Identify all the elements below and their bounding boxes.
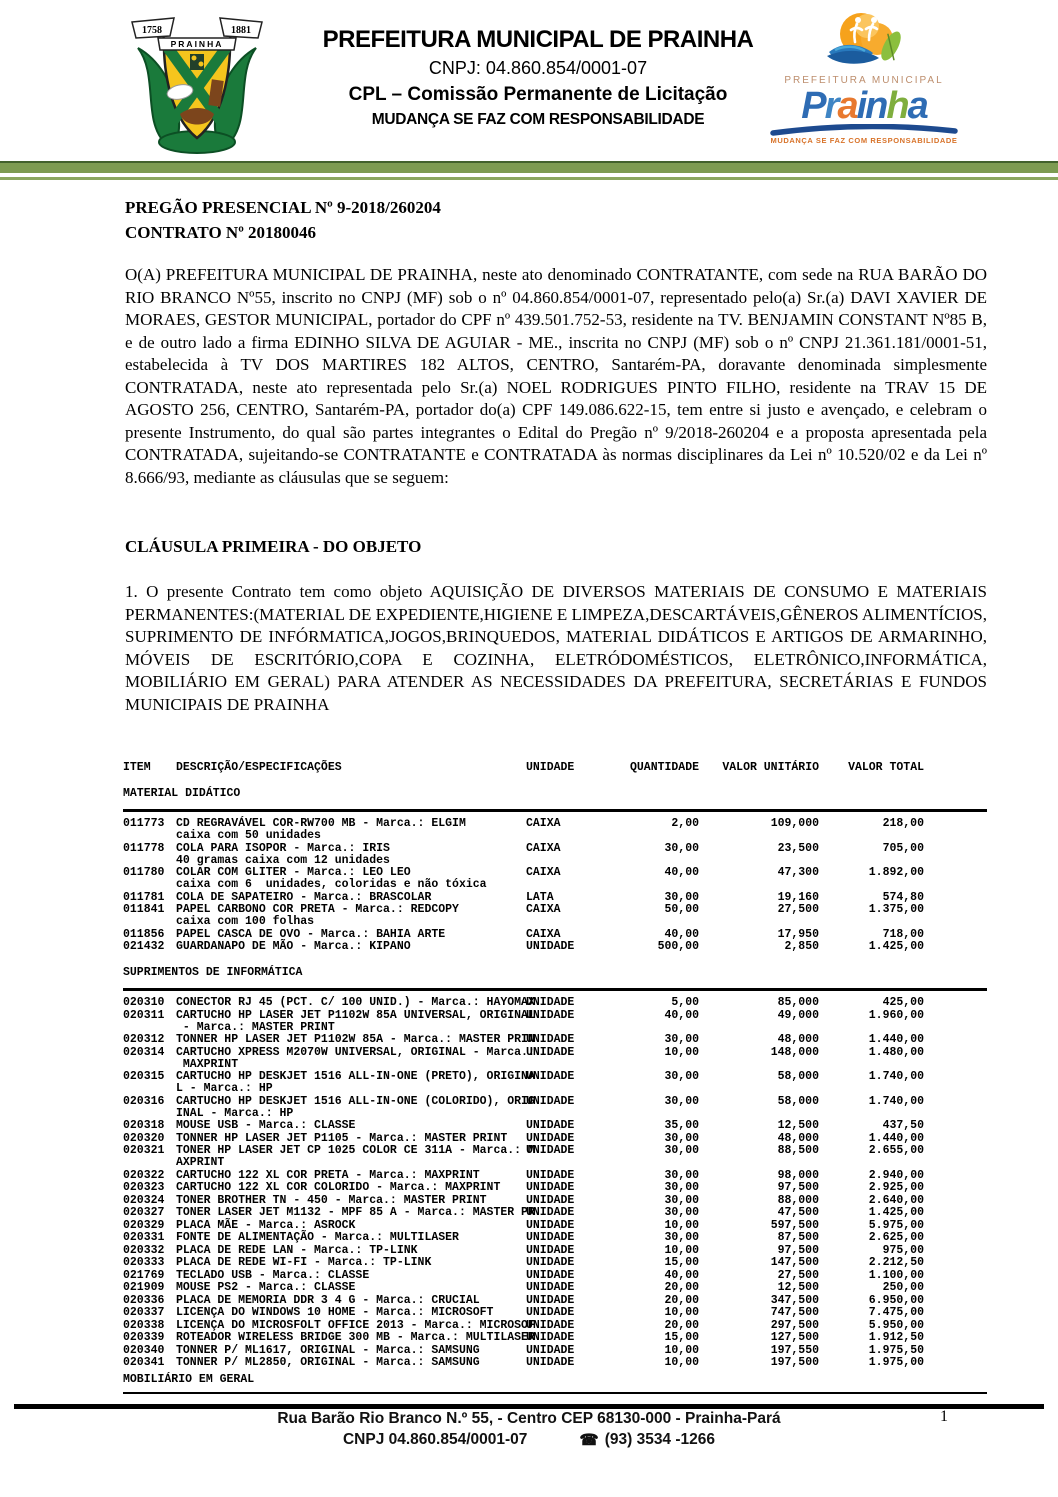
cell-desc: PLACA DE MEMORIA DDR 3 4 G - Marca.: CRUCIAL <box>176 1293 480 1307</box>
contract-number: CONTRATO Nº 20180046 <box>125 223 317 242</box>
cell-qtd: 2,00 <box>671 817 699 830</box>
cell-total: 1.740,00 <box>868 1094 924 1108</box>
cell-item: 011780 <box>123 866 165 879</box>
cell-unid: UNIDADE <box>526 940 575 953</box>
footer-contact <box>123 1431 935 1450</box>
cell-total: 425,00 <box>882 996 924 1009</box>
cell-qtd: 15,00 <box>664 1256 699 1269</box>
cell-unid: CAIXA <box>526 841 561 855</box>
table-row <box>123 1307 987 1319</box>
cell-desc: MOUSE PS2 - Marca.: CLASSE <box>176 1281 356 1294</box>
logo-motto: MUDANÇA SE FAZ COM RESPONSABILIDADE <box>770 136 958 145</box>
cell-unid: LATA <box>526 890 554 904</box>
cell-desc: PAPEL CASCA DE OVO - Marca.: BAHIA ARTE <box>176 927 446 941</box>
cell-item: 011773 <box>123 817 165 830</box>
cell-unit: 148,000 <box>770 1045 819 1059</box>
table-row <box>123 941 987 953</box>
cell-unit: 87,500 <box>777 1231 819 1244</box>
cell-item: 020331 <box>123 1231 165 1244</box>
cell-total: 2.625,00 <box>868 1231 924 1244</box>
cell-unid: CAIXA <box>526 817 561 830</box>
cell-item: 020316 <box>123 1094 165 1108</box>
cell-item: 020310 <box>123 996 165 1009</box>
cell-total: 1.975,50 <box>868 1343 924 1357</box>
cell-qtd: 30,00 <box>664 1144 699 1157</box>
cell-item: 020333 <box>123 1256 165 1269</box>
cell-unid: UNIDADE <box>526 1268 575 1282</box>
cell-total: 250,00 <box>882 1281 924 1294</box>
cell-desc: CARTUCHO HP DESKJET 1516 ALL-IN-ONE (COLORIDO), ORIG INAL - Marca.: HP <box>176 1094 535 1120</box>
prainha-logo <box>765 8 963 145</box>
municipal-crest <box>128 14 266 158</box>
cell-unit: 47,300 <box>777 866 819 879</box>
logo-letter: r <box>824 85 838 127</box>
table-row <box>123 1207 987 1219</box>
cell-unid: UNIDADE <box>526 1045 575 1059</box>
cell-unit: 17,950 <box>777 927 819 941</box>
cell-qtd: 500,00 <box>657 940 699 953</box>
cell-qtd: 10,00 <box>664 1306 699 1319</box>
cell-unid: UNIDADE <box>526 1193 575 1207</box>
crest-banner-text: PRAINHA <box>170 39 224 49</box>
cell-item: ITEM <box>123 761 151 774</box>
cell-desc: LICENÇA DO MICROSFOLT OFFICE 2013 - Marca.: MICROSOF <box>176 1318 535 1332</box>
cell-qtd: 15,00 <box>664 1331 699 1344</box>
cell-unid: UNIDADE <box>526 1306 575 1319</box>
cell-qtd: 30,00 <box>664 1033 699 1046</box>
cell-total: 718,00 <box>882 927 924 941</box>
pregao-number: PREGÃO PRESENCIAL Nº 9-2018/260204 <box>125 198 441 217</box>
org-cpl: CPL – Comissão Permanente de Licitação <box>348 84 728 105</box>
table-row <box>123 1282 987 1294</box>
cell-total: 2.940,00 <box>868 1168 924 1182</box>
cell-total: 2.640,00 <box>868 1193 924 1207</box>
table-row <box>123 1133 987 1145</box>
cell-desc: TONNER HP LASER JET P1102W 85A - Marca.: MASTER PRIN <box>176 1033 535 1046</box>
cell-qtd: 30,00 <box>664 890 699 904</box>
section-rule <box>123 809 987 812</box>
cell-qtd: 40,00 <box>664 1008 699 1022</box>
cell-item: 020339 <box>123 1331 165 1344</box>
cell-item: 020327 <box>123 1206 165 1219</box>
logo-letter: a <box>907 85 927 127</box>
cell-total: 2.655,00 <box>868 1144 924 1157</box>
cell-qtd: QUANTIDADE <box>629 761 699 774</box>
table-header-row <box>123 762 987 774</box>
cell-desc: TONNER P/ ML2850, ORIGINAL - Marca.: SAMSUNG <box>176 1356 480 1369</box>
cell-desc: PLACA MÃE - Marca.: ASROCK <box>176 1218 356 1232</box>
cell-qtd: 30,00 <box>664 1131 699 1145</box>
cell-qtd: 20,00 <box>664 1281 699 1294</box>
table-row <box>123 1096 987 1120</box>
cell-total: 437,50 <box>882 1119 924 1132</box>
cell-total: 5.975,00 <box>868 1218 924 1232</box>
table-row <box>123 1071 987 1095</box>
cell-qtd: 30,00 <box>664 1094 699 1108</box>
logo-letter: n <box>865 85 887 127</box>
cell-desc: PLACA DE REDE LAN - Marca.: TP-LINK <box>176 1243 418 1257</box>
cell-unid: UNIDADE <box>526 1070 575 1083</box>
cell-unit: 48,000 <box>777 1033 819 1046</box>
cell-item: 020312 <box>123 1033 165 1046</box>
cell-desc: CARTUCHO HP LASER JET P1102W 85A UNIVERSAL, ORIGINAL - Marca.: MASTER PRINT <box>176 1008 535 1034</box>
cell-item: 011781 <box>123 890 165 904</box>
cell-qtd: 10,00 <box>664 1045 699 1059</box>
cell-qtd: 30,00 <box>664 841 699 855</box>
cell-unit: 97,500 <box>777 1181 819 1194</box>
cell-item: 020341 <box>123 1356 165 1369</box>
cell-total: 1.425,00 <box>868 1206 924 1219</box>
section-rule <box>123 1392 987 1394</box>
cell-qtd: 40,00 <box>664 866 699 879</box>
cell-unid: CAIXA <box>526 903 561 916</box>
cell-unid: UNIDADE <box>526 1281 575 1294</box>
cell-unid: UNIDADE <box>526 996 575 1009</box>
cell-qtd: 30,00 <box>664 1070 699 1083</box>
cell-unit: 597,500 <box>770 1218 819 1232</box>
cell-unit: 197,550 <box>770 1343 819 1357</box>
table-row <box>123 1220 987 1232</box>
table-row <box>123 1232 987 1244</box>
table-row <box>123 1170 987 1182</box>
letterhead <box>268 26 808 129</box>
flag-left-year: 1758 <box>142 25 162 36</box>
cell-total: 705,00 <box>882 841 924 855</box>
cell-desc: COLA DE SAPATEIRO - Marca.: BRASCOLAR <box>176 890 432 904</box>
cell-total: VALOR TOTAL <box>848 761 924 774</box>
table-row <box>123 1182 987 1194</box>
cell-qtd: 30,00 <box>664 1231 699 1244</box>
table-row <box>123 929 987 941</box>
cell-unit: 88,500 <box>777 1144 819 1157</box>
cell-qtd: 20,00 <box>664 1318 699 1332</box>
cell-item: 020315 <box>123 1070 165 1083</box>
cell-qtd: 10,00 <box>664 1356 699 1369</box>
page-number: 1 <box>940 1408 948 1425</box>
table-row <box>123 1120 987 1132</box>
cell-unid: UNIDADE <box>526 1131 575 1145</box>
cell-unid: UNIDADE <box>526 1206 575 1219</box>
cell-total: 1.440,00 <box>868 1131 924 1145</box>
cell-unit: 23,500 <box>777 841 819 855</box>
cell-desc: TONER BROTHER TN - 450 - Marca.: MASTER PRINT <box>176 1193 487 1207</box>
cell-unit: 297,500 <box>770 1318 819 1332</box>
cell-unit: 347,500 <box>770 1293 819 1307</box>
cell-unit: 12,500 <box>777 1281 819 1294</box>
cell-item: 020322 <box>123 1168 165 1182</box>
table-row <box>123 997 987 1009</box>
section-label: MATERIAL DIDÁTICO <box>123 787 241 800</box>
cell-total: 1.100,00 <box>868 1268 924 1282</box>
cell-unid: UNIDADE <box>526 1119 575 1132</box>
table-row <box>123 1245 987 1257</box>
logo-top-label: PREFEITURA MUNICIPAL <box>784 75 944 86</box>
cell-unit: 58,000 <box>777 1070 819 1083</box>
cell-desc: CARTUCHO 122 XL COR COLORIDO - Marca.: MAXPRINT <box>176 1181 501 1194</box>
cell-desc: CONECTOR RJ 45 (PCT. C/ 100 UNID.) - Marca.: HAYOMAX <box>176 996 535 1009</box>
cell-unid: UNIDADE <box>526 1343 575 1357</box>
cell-total: 2.925,00 <box>868 1181 924 1194</box>
cell-unid: UNIDADE <box>526 1094 575 1108</box>
cell-total: 1.375,00 <box>868 903 924 916</box>
cell-unit: 49,000 <box>777 1008 819 1022</box>
logo-letter: i <box>856 85 866 127</box>
footer-rule <box>14 1404 1044 1409</box>
table-row <box>123 843 987 867</box>
cell-unit: 88,000 <box>777 1193 819 1207</box>
cell-desc: TONER HP LASER JET CP 1025 COLOR CE 311A - Marca.: M AXPRINT <box>176 1144 535 1169</box>
cell-item: 020324 <box>123 1193 165 1207</box>
cell-total: 1.440,00 <box>868 1033 924 1046</box>
footer-phone: (93) 3534 -1266 <box>604 1431 716 1448</box>
cell-item: 020338 <box>123 1318 165 1332</box>
cell-unid: CAIXA <box>526 866 561 879</box>
cell-unit: 19,160 <box>777 890 819 904</box>
org-motto: MUDANÇA SE FAZ COM RESPONSABILIDADE <box>371 111 705 128</box>
cell-qtd: 50,00 <box>664 903 699 916</box>
cell-desc: TONER LASER JET M1132 - MPF 85 A - Marca.: MASTER PR <box>176 1206 535 1219</box>
logo-swoosh <box>769 124 959 136</box>
cell-unid: UNIDADE <box>526 761 575 774</box>
table-row <box>123 1332 987 1344</box>
cell-unid: UNIDADE <box>526 1008 575 1022</box>
org-title: PREFEITURA MUNICIPAL DE PRAINHA <box>322 26 754 53</box>
table-row <box>123 1145 987 1169</box>
table-row <box>123 1010 987 1034</box>
table-row <box>123 1270 987 1282</box>
cell-unit: 197,500 <box>770 1356 819 1369</box>
cell-unid: UNIDADE <box>526 1256 575 1269</box>
cell-qtd: 30,00 <box>664 1168 699 1182</box>
cell-desc: CARTUCHO XPRESS M2070W UNIVERSAL, ORIGINAL - Marca.: MAXPRINT <box>176 1045 535 1071</box>
table-row <box>123 867 987 891</box>
section-rule <box>123 988 987 991</box>
cell-total: 574,80 <box>882 890 924 904</box>
table-row <box>123 1295 987 1307</box>
phone-icon: ☎ <box>579 1432 599 1449</box>
cell-item: 021769 <box>123 1268 165 1282</box>
cell-desc: LICENÇA DO WINDOWS 10 HOME - Marca.: MICROSOFT <box>176 1306 494 1319</box>
cell-qtd: 30,00 <box>664 1193 699 1207</box>
cell-total: 2.212,50 <box>868 1256 924 1269</box>
cell-unit: VALOR UNITÁRIO <box>722 761 819 774</box>
cell-total: 1.960,00 <box>868 1008 924 1022</box>
cell-unit: 747,500 <box>770 1306 819 1319</box>
items-table <box>123 762 987 1410</box>
cell-item: 011856 <box>123 927 165 941</box>
cell-desc: GUARDANAPO DE MÃO - Marca.: KIPANO <box>176 940 411 953</box>
logo-letter: a <box>837 85 857 127</box>
footer-phone-wrap <box>579 1431 715 1450</box>
cell-desc: COLA PARA ISOPOR - Marca.: IRIS 40 gramas caixa com 12 unidades <box>176 841 390 867</box>
cell-qtd: 10,00 <box>664 1243 699 1257</box>
cell-desc: DESCRIÇÃO/ESPECIFICAÇÕES <box>176 761 342 774</box>
cell-item: 020323 <box>123 1181 165 1194</box>
cell-desc: COLAR COM GLITER - Marca.: LEO LEO caixa com 6 unidades, coloridas e não tóxica <box>176 866 487 891</box>
flag-right-year: 1881 <box>231 25 251 36</box>
cell-unit: 85,000 <box>777 996 819 1009</box>
cell-total: 975,00 <box>882 1243 924 1257</box>
cell-unid: UNIDADE <box>526 1181 575 1194</box>
table-row <box>123 1195 987 1207</box>
cell-item: 021432 <box>123 940 165 953</box>
cell-unit: 127,500 <box>770 1331 819 1344</box>
table-row <box>123 904 987 928</box>
cell-total: 5.950,00 <box>868 1318 924 1332</box>
org-cnpj: CNPJ: 04.860.854/0001-07 <box>428 58 648 78</box>
cell-desc: CARTUCHO HP DESKJET 1516 ALL-IN-ONE (PRETO), ORIGINA L - Marca.: HP <box>176 1070 535 1095</box>
cell-desc: TONNER P/ ML1617, ORIGINAL - Marca.: SAMSUNG <box>176 1343 480 1357</box>
cell-item: 020329 <box>123 1218 165 1232</box>
cell-item: 020337 <box>123 1306 165 1319</box>
cell-total: 1.480,00 <box>868 1045 924 1059</box>
cell-desc: TONNER HP LASER JET P1105 - Marca.: MASTER PRINT <box>176 1131 508 1145</box>
cell-unit: 109,000 <box>770 817 819 830</box>
cell-unit: 98,000 <box>777 1168 819 1182</box>
logo-letter: h <box>886 85 908 127</box>
cell-qtd: 20,00 <box>664 1293 699 1307</box>
cell-desc: MOUSE USB - Marca.: CLASSE <box>176 1119 356 1132</box>
cell-item: 011778 <box>123 841 165 855</box>
cell-unit: 48,000 <box>777 1131 819 1145</box>
section-label: MOBILIÁRIO EM GERAL <box>123 1373 255 1386</box>
cell-total: 1.975,00 <box>868 1356 924 1369</box>
logo-letter: P <box>801 85 825 127</box>
table-row <box>123 1257 987 1269</box>
cell-unid: UNIDADE <box>526 1243 575 1257</box>
contract-intro-paragraph: O(A) PREFEITURA MUNICIPAL DE PRAINHA, neste ato denominado CONTRATANTE, com sede na RUA BARÃO DO RIO BRANCO Nº55, inscrito no CNPJ (MF) sob o nº 04.860.854/0001-07, representado pelo(a) Sr.(a) DAVI XAVIER DE MORAES, GESTOR MUNICIPAL, portador do CPF nº 439.501.752-53, residente na TV. BENJAMIN CONSTANT Nº85 B, e de outro lado a firma EDINHO SILVA DE AGUIAR - ME., inscrita no CNPJ (MF) sob o nº CNPJ 21.361.181/0001-51, estabelecida à TV DOS MARTIRES 182 ALTOS, CENTRO, Santarém-PA, doravante denominada simplesmente CONTRATADA, neste ato representada pelo Sr.(a) NOEL RODRIGUES PINTO FILHO, residente na TRAV 15 DE AGOSTO 256, CENTRO, Santarém-PA, portador do(a) CPF 149.086.622-15, tem entre si justo e avençado, e celebram o presente Instrumento, do qual são partes integrantes o Edital do Pregão nº 9/2018-260204 e a proposta apresentada pela CONTRATADA, sujeitando-se CONTRATANTE e CONTRATADA às normas disciplinares da Lei nº 10.520/02 e da Lei nº 8.666/93, mediante as cláusulas que se seguem: <box>125 265 987 487</box>
cell-qtd: 30,00 <box>664 1181 699 1194</box>
cell-qtd: 35,00 <box>664 1119 699 1132</box>
cell-unid: UNIDADE <box>526 1356 575 1369</box>
cell-unid: CAIXA <box>526 927 561 941</box>
cell-total: 7.475,00 <box>868 1306 924 1319</box>
cell-unit: 97,500 <box>777 1243 819 1257</box>
prainha-logo-emblem <box>815 8 913 74</box>
cell-unid: UNIDADE <box>526 1144 575 1157</box>
header-divider-line <box>0 177 1058 180</box>
cell-unit: 47,500 <box>777 1206 819 1219</box>
footer-address: Rua Barão Rio Branco N.º 55, - Centro CEP 68130-000 - Prainha-Pará <box>277 1410 781 1427</box>
table-row <box>123 1034 987 1046</box>
cell-desc: CD REGRAVÁVEL COR-RW700 MB - Marca.: ELGIM caixa com 50 unidades <box>176 817 466 842</box>
cell-unit: 147,500 <box>770 1256 819 1269</box>
cell-unid: UNIDADE <box>526 1293 575 1307</box>
cell-item: 020332 <box>123 1243 165 1257</box>
table-row <box>123 818 987 842</box>
cell-item: 020321 <box>123 1144 165 1157</box>
cell-item: 020318 <box>123 1119 165 1132</box>
clause-title: CLÁUSULA PRIMEIRA - DO OBJETO <box>125 537 422 556</box>
cell-qtd: 5,00 <box>671 996 699 1009</box>
table-row <box>123 1047 987 1071</box>
footer-cnpj: CNPJ 04.860.854/0001-07 <box>342 1431 528 1448</box>
cell-desc: PLACA DE REDE WI-FI - Marca.: TP-LINK <box>176 1256 432 1269</box>
object-paragraph: 1. O presente Contrato tem como objeto AQUISIÇÃO DE DIVERSOS MATERIAIS DE CONSUMO E MATERIAIS PERMANENTES:(MATERIAL DE EXPEDIENTE,HIGIENE E LIMPEZA,DESCARTÁVEIS,GÊNEROS ALIMENTÍCIOS, SUPRIMENTO DE INFÓRMATICA,JOGOS,BRINQUEDOS, MATERIAL DIDÁTICOS E ARTIGOS DE ARMARINHO, MÓVEIS DE ESCRITÓRIO,COPA E COZINHA, ELETRÓDOMÉSTICOS, ELETRÔNICO,INFORMÁTICA, MOBILIÁRIO EM GERAL) PARA ATENDER AS NECESSIDADES DA PREFEITURA, SECRETÁRIAS E FUNDOS MUNICIPAIS DE PRAINHA <box>125 582 987 714</box>
cell-desc: ROTEADOR WIRELESS BRIDGE 300 MB - Marca.: MULTILASER <box>176 1331 535 1344</box>
cell-item: 020314 <box>123 1045 165 1059</box>
cell-item: 020340 <box>123 1343 165 1357</box>
cell-unid: UNIDADE <box>526 1218 575 1232</box>
cell-total: 1.912,50 <box>868 1331 924 1344</box>
section-label: SUPRIMENTOS DE INFORMÁTICA <box>123 966 303 979</box>
cell-total: 6.950,00 <box>868 1293 924 1307</box>
cell-item: 011841 <box>123 903 165 916</box>
table-row <box>123 892 987 904</box>
cell-item: 020311 <box>123 1008 165 1022</box>
header-divider-bar <box>0 161 1058 173</box>
cell-qtd: 40,00 <box>664 1268 699 1282</box>
cell-unit: 2,850 <box>784 940 819 953</box>
cell-total: 1.425,00 <box>868 940 924 953</box>
cell-total: 218,00 <box>882 817 924 830</box>
cell-total: 1.740,00 <box>868 1070 924 1083</box>
cell-qtd: 40,00 <box>664 927 699 941</box>
table-row <box>123 1357 987 1369</box>
cell-qtd: 10,00 <box>664 1218 699 1232</box>
cell-unit: 27,500 <box>777 903 819 916</box>
cell-item: 020336 <box>123 1293 165 1307</box>
cell-total: 1.892,00 <box>868 866 924 879</box>
cell-unid: UNIDADE <box>526 1331 575 1344</box>
cell-unid: UNIDADE <box>526 1033 575 1046</box>
cell-desc: CARTUCHO 122 XL COR PRETA - Marca.: MAXPRINT <box>176 1168 480 1182</box>
logo-wordmark <box>765 86 963 126</box>
cell-qtd: 30,00 <box>664 1206 699 1219</box>
cell-unid: UNIDADE <box>526 1168 575 1182</box>
cell-unit: 27,500 <box>777 1268 819 1282</box>
cell-unid: UNIDADE <box>526 1318 575 1332</box>
cell-item: 020320 <box>123 1131 165 1145</box>
cell-desc: TECLADO USB - Marca.: CLASSE <box>176 1268 370 1282</box>
cell-item: 021909 <box>123 1281 165 1294</box>
cell-unit: 12,500 <box>777 1119 819 1132</box>
cell-desc: FONTE DE ALIMENTAÇÃO - Marca.: MULTILASER <box>176 1231 459 1244</box>
cell-unid: UNIDADE <box>526 1231 575 1244</box>
cell-qtd: 10,00 <box>664 1343 699 1357</box>
table-row <box>123 1320 987 1332</box>
cell-desc: PAPEL CARBONO COR PRETA - Marca.: REDCOPY caixa com 100 folhas <box>176 903 459 928</box>
table-row <box>123 1345 987 1357</box>
cell-unit: 58,000 <box>777 1094 819 1108</box>
